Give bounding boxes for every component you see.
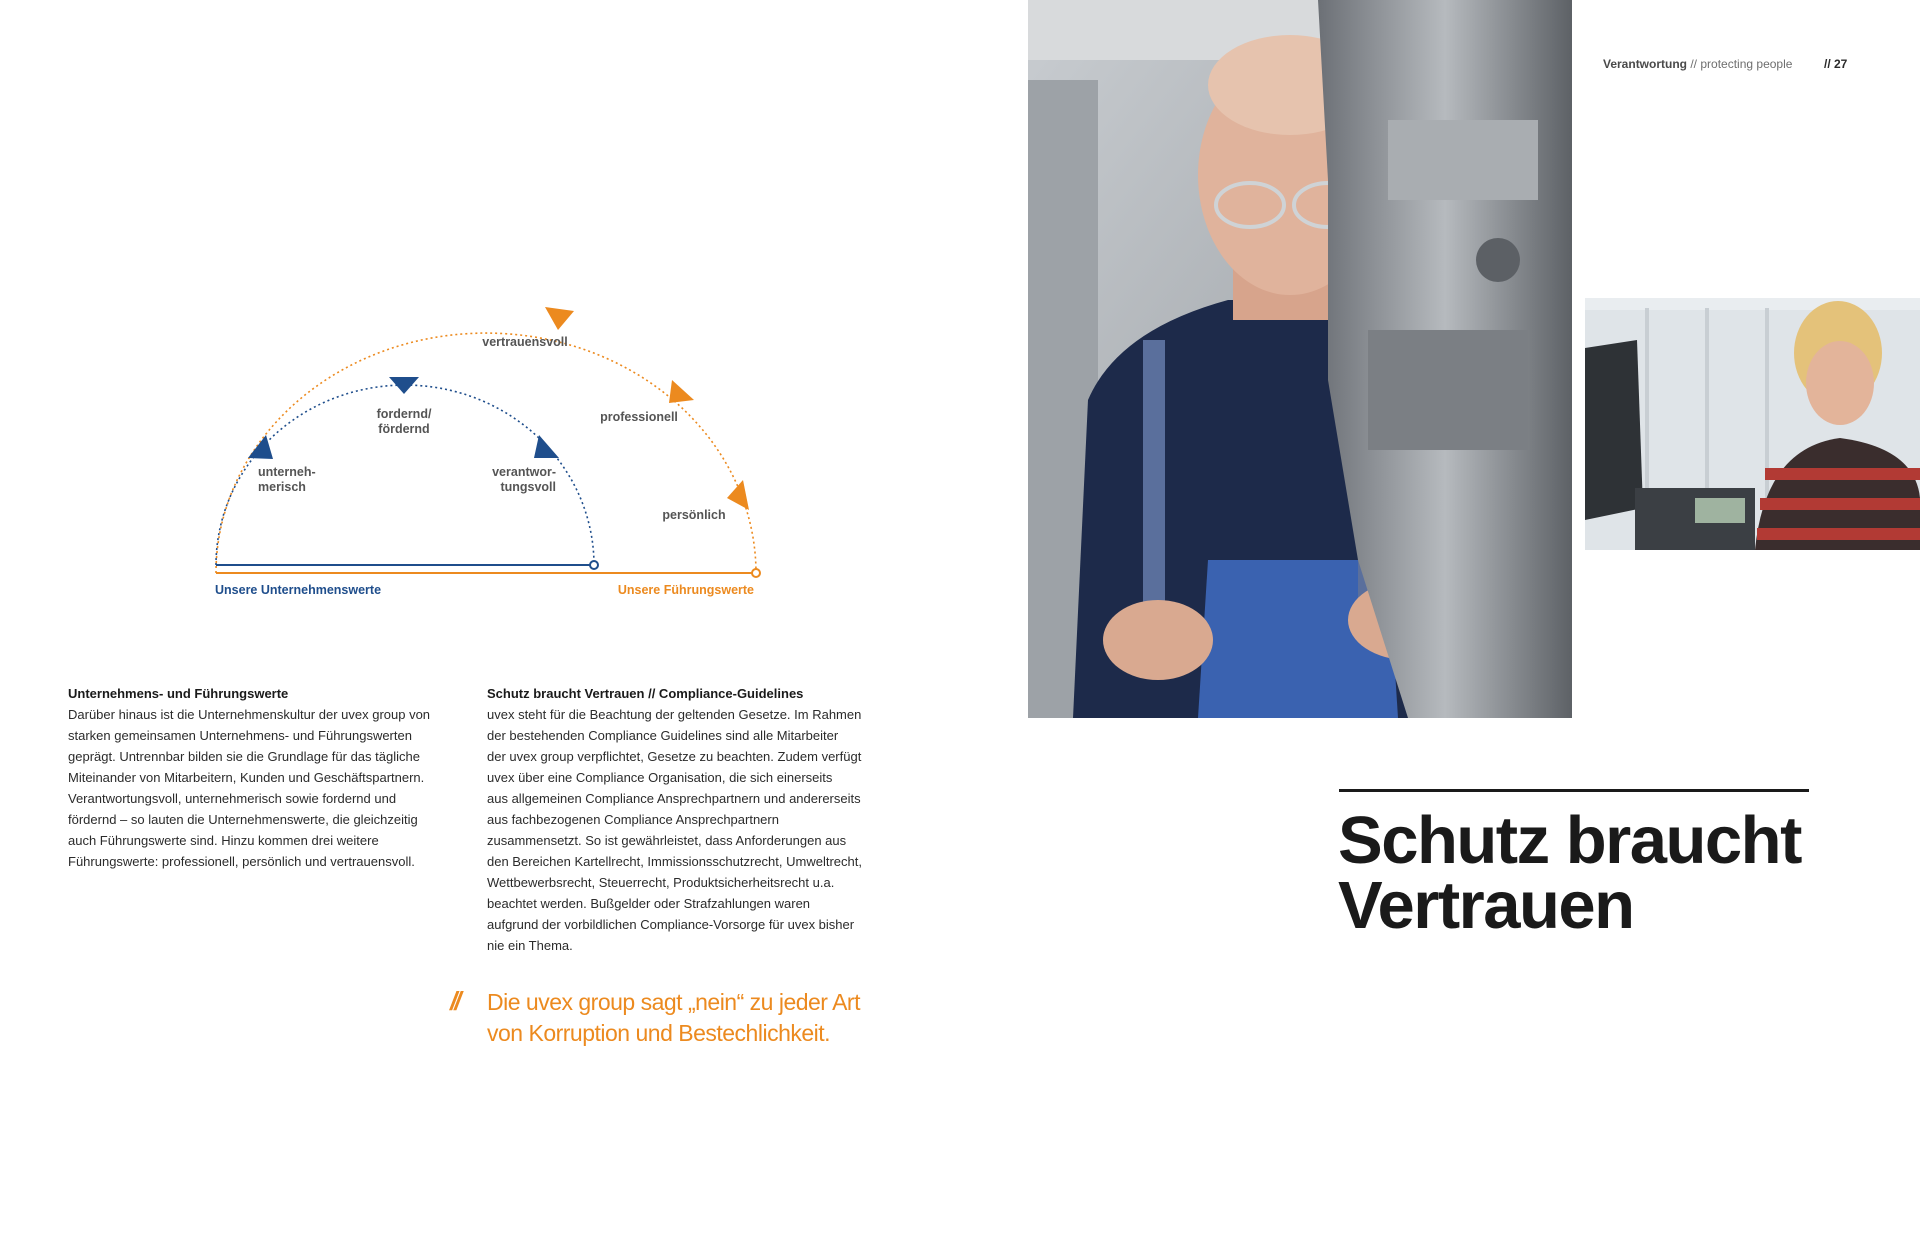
label-fuehrungswerte: Unsere Führungswerte xyxy=(617,583,754,597)
arrow-fordernd xyxy=(389,377,419,394)
headline-line1: Schutz braucht xyxy=(1338,803,1801,878)
page-number: // 27 xyxy=(1824,57,1848,71)
pull-quote xyxy=(487,987,907,1049)
text-line: Miteinander von Mitarbeitern, Kunden und Geschäftspartnern. xyxy=(68,770,425,785)
text-line: der uvex group verpflichtet, Gesetze zu beachten. Zudem verfügt xyxy=(487,749,862,764)
text-line: nie ein Thema. xyxy=(487,938,573,953)
compliance-heading: Schutz braucht Vertrauen // Compliance-Guidelines xyxy=(487,686,804,701)
header-section: Verantwortung xyxy=(1603,57,1688,71)
arrow-unternehmerisch xyxy=(248,435,273,459)
text-line: uvex über eine Compliance Organisation, die sich einerseits xyxy=(487,770,833,785)
values-diagram xyxy=(200,285,780,615)
header-subsection: protecting people xyxy=(1700,57,1793,71)
label-unternehmenswerte: Unsere Unternehmenswerte xyxy=(215,583,382,597)
text-line: Verantwortungsvoll, unternehmerisch sowie fordernd und xyxy=(68,791,397,806)
label-unternehmerisch-line1: unterneh- xyxy=(258,465,316,479)
text-line: den Bereichen Kartellrecht, Immissionsschutzrecht, Umweltrecht, xyxy=(487,854,862,869)
leadership-values-endpoint xyxy=(752,569,760,577)
photo-office-woman xyxy=(1585,298,1920,550)
text-line: auch Führungswerte sind. Hinzu kommen drei weitere xyxy=(68,833,379,848)
label-professionell: professionell xyxy=(600,410,678,424)
company-values-text xyxy=(68,683,463,872)
label-unternehmerisch-line2: merisch xyxy=(258,480,306,494)
label-fordernd-line1: fordernd/ xyxy=(376,407,432,421)
text-line: beachtet werden. Bußgelder oder Strafzahlungen waren xyxy=(487,896,811,911)
pull-quote-line1: Die uvex group sagt „nein“ zu jeder Art xyxy=(487,989,860,1015)
text-line: Führungswerte: professionell, persönlich und vertrauensvoll. xyxy=(68,854,415,869)
arrow-persoenlich xyxy=(727,480,749,510)
compliance-text xyxy=(487,683,892,956)
headline-line2: Vertrauen xyxy=(1338,868,1634,943)
arrow-verantwortungsvoll xyxy=(534,435,559,458)
text-line: starken gemeinsamen Unternehmens- und Führungswerten xyxy=(68,728,412,743)
photo-worker xyxy=(1028,0,1572,718)
text-line: Wettbewerbsrecht, Steuerrecht, Produktsicherheitsrecht u.a. xyxy=(487,875,835,890)
headline xyxy=(1338,803,1898,943)
arrow-vertrauensvoll xyxy=(545,307,574,330)
label-persoenlich: persönlich xyxy=(662,508,726,522)
text-line: zusammensetzt. So ist gewährleistet, dass Anforderungen aus xyxy=(487,833,847,848)
company-values-endpoint xyxy=(590,561,598,569)
text-line: aus fachbezogenen Compliance Ansprechpartnern xyxy=(487,812,779,827)
text-line: geprägt. Untrennbar bilden sie die Grundlage für das tägliche xyxy=(68,749,420,764)
label-fordernd-line2: fördernd xyxy=(378,422,430,436)
running-header xyxy=(1603,57,1792,71)
text-line: aufgrund der vorbildlichen Compliance-Vorsorge für uvex bisher xyxy=(487,917,855,932)
text-line: der bestehenden Compliance Guidelines sind alle Mitarbeiter xyxy=(487,728,839,743)
label-vertrauensvoll: vertrauensvoll xyxy=(482,335,568,349)
label-verantwortungsvoll-line2: tungsvoll xyxy=(500,480,556,494)
text-line: aus allgemeinen Compliance Ansprechpartnern und andererseits xyxy=(487,791,861,806)
text-line: uvex steht für die Beachtung der geltenden Gesetze. Im Rahmen xyxy=(487,707,862,722)
headline-rule xyxy=(1339,789,1809,792)
arrow-professionell xyxy=(669,380,694,403)
quote-marks: // xyxy=(450,986,459,1016)
label-verantwortungsvoll-line1: verantwor- xyxy=(492,465,556,479)
text-line: fördernd – so lauten die Unternehmenswerte, die gleichzeitig xyxy=(68,812,418,827)
pull-quote-line2: von Korruption und Bestechlichkeit. xyxy=(487,1020,831,1046)
text-line: Darüber hinaus ist die Unternehmenskultur der uvex group von xyxy=(68,707,431,722)
header-separator: // xyxy=(1687,57,1701,71)
leadership-values-arc xyxy=(216,333,756,573)
company-values-heading: Unternehmens- und Führungswerte xyxy=(68,686,289,701)
